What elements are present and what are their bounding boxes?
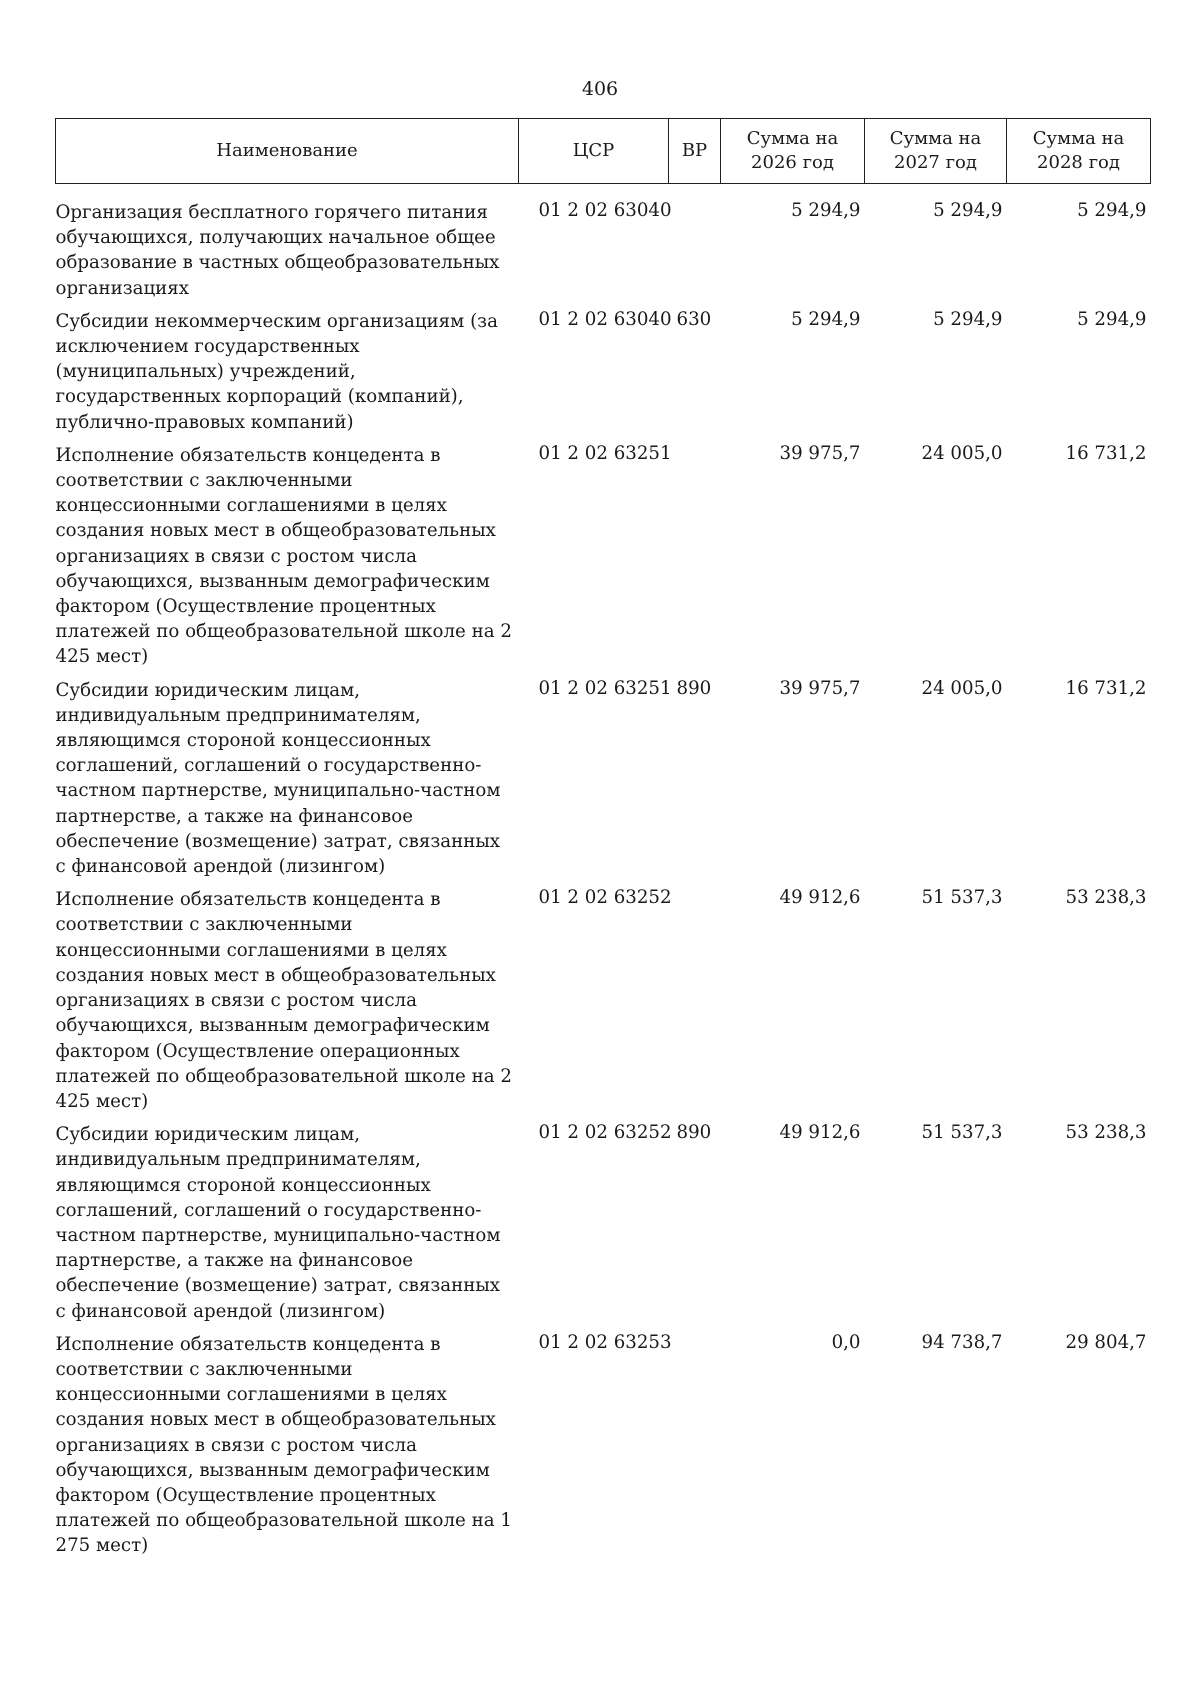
row-csr: 01 2 02 63252 <box>538 887 672 909</box>
row-csr: 01 2 02 63251 <box>538 442 672 464</box>
row-vr: 890 <box>676 677 712 699</box>
row-vr <box>669 441 721 676</box>
row-name: Исполнение обязательств концедента в соответствии с заключенными концессионными соглашениями в целях создания новых мест в общеобразовательных организациях в связи с ростом числа обучающихся, вызванным демографическим фактором (Осуществление процентных платежей по общеобразовательной школе на 1 275 мест) <box>55 1333 512 1557</box>
row-name: Субсидии некоммерческим организациям (за исключением государственных (муниципальных) учреждений, государственных корпораций (компаний), публично-правовых компаний) <box>55 310 498 433</box>
row-name: Исполнение обязательств концедента в соответствии с заключенными концессионными соглашениями в целях создания новых мест в общеобразовательных организациях в связи с ростом числа обучающихся, вызванным демографическим фактором (Осуществление процентных платежей по общеобразовательной школе на 2 425 мест) <box>55 444 512 668</box>
row-name: Субсидии юридическим лицам, индивидуальным предпринимателям, являющимся стороной концессионных соглашений, соглашений о государственно-частном партнерстве, муниципально-частном партнерстве, а также на финансовое обеспечение (возмещение) затрат, связанных с финансовой арендой (лизингом) <box>55 1124 501 1322</box>
page-number: 406 <box>581 78 619 100</box>
header-vr: ВР <box>669 119 721 184</box>
row-name: Организация бесплатного горячего питания обучающихся, получающих начальное общее образование в частных общеобразовательных организациях <box>55 202 500 299</box>
table-row <box>56 198 1151 307</box>
table-row <box>56 1330 1151 1565</box>
header-name: Наименование <box>56 119 519 184</box>
header-sum-2027: Сумма на 2027 год <box>865 119 1007 184</box>
row-sum-2026: 49 912,6 <box>779 1122 861 1144</box>
table-row <box>56 1120 1151 1330</box>
row-sum-2028: 5 294,9 <box>1077 308 1147 330</box>
row-name: Исполнение обязательств концедента в соответствии с заключенными концессионными соглашениями в целях создания новых мест в общеобразовательных организациях в связи с ростом числа обучающихся, вызванным демографическим фактором (Осуществление операционных платежей по общеобразовательной школе на 2 425 мест) <box>55 889 512 1112</box>
row-sum-2026: 49 912,6 <box>779 887 861 909</box>
budget-table <box>55 118 1151 1565</box>
row-sum-2028: 16 731,2 <box>1065 442 1147 464</box>
row-sum-2027: 24 005,0 <box>921 677 1003 699</box>
row-sum-2028: 53 238,3 <box>1065 1122 1147 1144</box>
row-sum-2027: 5 294,9 <box>933 200 1003 221</box>
row-sum-2028: 53 238,3 <box>1065 887 1147 909</box>
row-sum-2026: 5 294,9 <box>791 308 861 330</box>
row-vr <box>669 198 721 307</box>
header-sum-2028: Сумма на 2028 год <box>1007 119 1151 184</box>
row-csr: 01 2 02 63040 <box>538 200 672 221</box>
header-spacer <box>56 184 1151 199</box>
table-body <box>56 184 1151 1565</box>
header-sum-2026: Сумма на 2026 год <box>721 119 865 184</box>
table-row <box>56 307 1151 441</box>
row-csr: 01 2 02 63251 <box>538 677 672 699</box>
row-sum-2028: 29 804,7 <box>1065 1331 1147 1353</box>
row-sum-2027: 51 537,3 <box>921 887 1003 909</box>
row-vr <box>669 1330 721 1565</box>
row-sum-2027: 24 005,0 <box>921 442 1003 464</box>
header-row <box>56 119 1151 184</box>
row-vr: 890 <box>676 1122 712 1144</box>
row-name: Субсидии юридическим лицам, индивидуальным предпринимателям, являющимся стороной концессионных соглашений, соглашений о государственно-частном партнерстве, муниципально-частном партнерстве, а также на финансовое обеспечение (возмещение) затрат, связанных с финансовой арендой (лизингом) <box>55 679 501 878</box>
table-row <box>56 676 1151 886</box>
row-sum-2026: 39 975,7 <box>779 677 861 699</box>
table-row <box>56 441 1151 676</box>
row-vr <box>669 885 721 1120</box>
row-sum-2027: 51 537,3 <box>921 1122 1003 1144</box>
row-csr: 01 2 02 63253 <box>538 1331 672 1353</box>
table-row <box>56 885 1151 1120</box>
table-header <box>56 119 1151 184</box>
budget-table-container <box>55 118 1150 1565</box>
row-csr: 01 2 02 63040 <box>538 308 672 330</box>
row-sum-2027: 94 738,7 <box>921 1331 1003 1353</box>
header-csr: ЦСР <box>519 119 669 184</box>
row-sum-2028: 5 294,9 <box>1077 200 1147 221</box>
row-csr: 01 2 02 63252 <box>538 1122 672 1144</box>
row-vr: 630 <box>676 308 712 330</box>
row-sum-2027: 5 294,9 <box>933 308 1003 330</box>
row-sum-2026: 39 975,7 <box>779 442 861 464</box>
row-sum-2026: 5 294,9 <box>791 200 861 221</box>
row-sum-2026: 0,0 <box>831 1331 861 1353</box>
row-sum-2028: 16 731,2 <box>1065 677 1147 699</box>
